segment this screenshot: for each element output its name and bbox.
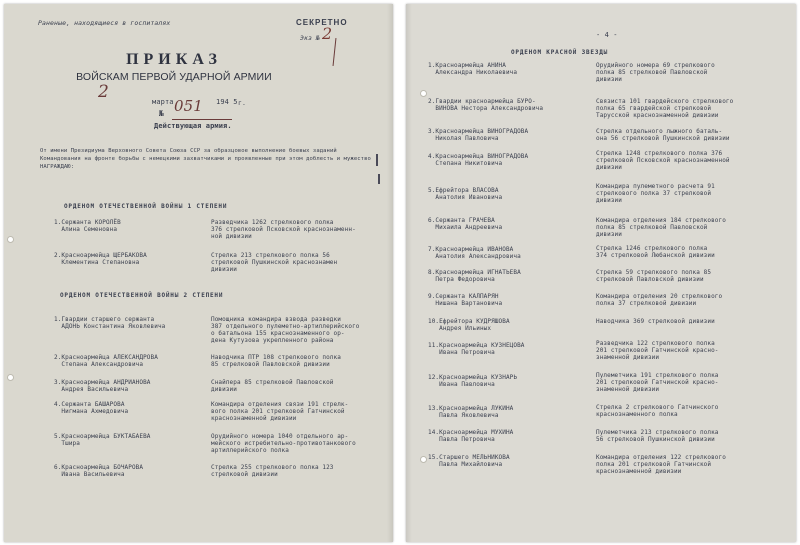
page-edge-shadow [387,4,393,542]
award-recipient-name: 1.Сержанта КОРОЛЁВ Алина Семеновна [54,219,121,233]
award-recipient-name: 10.Ефрейтора КУДРЯШОВА Андрея Ильиных [428,318,510,332]
award-recipient-unit: Наводчика ПТР 108 стрелкового полка 85 стрелковой Павловской дивизии [211,354,341,368]
order-number-label: № [159,109,164,118]
margin-mark [378,174,380,184]
award-recipient-name: 2.Красноармейца ЩЕРБАКОВА Клементина Степановна [54,252,147,266]
award-recipient-name: 6.Красноармейца БОЧАРОВА Ивана Васильевича [54,464,144,478]
section-title-order-1st-class: ОРДЕНОМ ОТЕЧЕСТВЕННОЙ ВОЙНЫ 1 СТЕПЕНИ [64,203,228,210]
margin-mark [376,154,378,166]
order-date-year: 194 5 [216,98,238,106]
award-recipient-name: 7.Красноармейца ИВАНОВА Анатолия Александровича [428,246,521,260]
award-recipient-name: 4.Сержанта БАШАРОВА Нигмана Ахмедовича [54,401,129,415]
award-recipient-name: 3.Красноармейца АНДРИАНОВА Андрея Васильевича [54,379,151,393]
order-title: ПРИКАЗ [126,51,222,68]
award-recipient-unit: Пулеметчика 191 стрелкового полка 201 стрелковой Гатчинской красно- знаменной дивизии [596,372,719,393]
award-recipient-name: 8.Красноармейца ИГНАТЬЕВА Петра Федоровича [428,269,521,283]
award-recipient-name: 1.Гвардии старшего сержанта АДОНЬ Константина Яковлевича [54,316,166,330]
award-recipient-name: 5.Красноармейца БУКТАБАЕВА Тшира [54,433,151,447]
award-recipient-unit: Связиста 101 гвардейского стрелкового полка 65 гвардейской стрелковой Тарусской краснознаменной дивизии [596,98,734,119]
section-title-red-star: ОРДЕНОМ КРАСНОЙ ЗВЕЗДЫ [511,49,609,56]
award-recipient-unit: Стрелка 59 стрелкового полка 85 стрелковой Павловской дивизии [596,269,712,283]
award-recipient-name: 13.Красноармейца ЛУКИНА Павла Яковлевича [428,405,514,419]
binder-hole [7,236,14,243]
award-recipient-name: 5.Ефрейтора ВЛАСОВА Анатолия Ивановича [428,187,503,201]
award-recipient-name: 2.Гвардии красноармейца БУРО- ВИНОВА Нестора Александровича [428,98,544,112]
award-recipient-name: 3.Красноармейца ВИНОГРАДОВА Николая Павловича [428,128,529,142]
copy-number-handwritten: 2 [322,24,333,43]
order-date-month: марта [152,98,174,106]
handwritten-stroke [333,38,337,66]
award-recipient-unit: Орудийного номера 1040 отдельного ар- мейского истребительно-противотанкового артиллерийского полка [211,433,356,454]
award-recipient-unit: Наводчика 369 стрелковой дивизии [596,318,715,325]
award-recipient-unit: Командира отделения связи 191 стрелк- вого полка 201 стрелковой Гатчинской краснознаменной дивизии [211,401,349,422]
binder-hole [420,456,427,463]
section-title-order-2nd-class: ОРДЕНОМ ОТЕЧЕСТВЕННОЙ ВОЙНЫ 2 СТЕПЕНИ [60,292,224,299]
award-recipient-unit: Командира отделения 122 стрелкового полка 201 стрелковой Гатчинской краснознаменной дивизии [596,454,726,475]
award-recipient-unit: Командира отделения 184 стрелкового полка 85 стрелковой Павловской дивизии [596,217,726,238]
army-line: Действующая армия. [154,122,232,130]
award-recipient-unit: Орудийного номера 69 стрелкового полка 85 стрелковой Павловской дивизии [596,62,715,83]
order-preamble: От имени Президиума Верховного Совета Союза ССР за образцовое выполнение боевых заданий Командования на фронте борьбы с немецкими захватчиками и проявленные при этом доблесть и мужество НАГРАЖДАЮ: [40,148,371,170]
order-subtitle: ВОЙСКАМ ПЕРВОЙ УДАРНОЙ АРМИИ [76,71,272,83]
award-recipient-unit: Стрелка 213 стрелкового полка 56 стрелковой Пушкинской краснознамен дивизии [211,252,338,273]
award-recipient-name: 15.Старшего МЕЛЬНИКОВА Павла Михайловича [428,454,510,468]
award-recipient-name: 4.Красноармейца ВИНОГРАДОВА Степана Никитовича [428,153,529,167]
award-recipient-unit: Стрелка 1246 стрелкового полка 374 стрелковой Любанской дивизии [596,245,715,259]
award-recipient-unit: Стрелка 2 стрелкового Гатчинского краснознаменного полка [596,404,719,418]
award-recipient-name: 9.Сержанта КАЛПАРЯН Нишана Вартановича [428,293,503,307]
award-recipient-unit: Снайпера 85 стрелковой Павловской дивизии [211,379,334,393]
award-recipient-unit: Разведчика 1262 стрелкового полка 376 стрелковой Псковской краснознаменн- ной дивизии [211,219,356,240]
page-edge-shadow [406,4,412,542]
binder-hole [7,374,14,381]
award-recipient-name: 6.Сержанта ГРАЧЕВА Михаила Андреевича [428,217,503,231]
order-date-suffix: г. [238,99,247,107]
award-recipient-name: 11.Красноармейца КУЗНЕЦОВА Ивана Петровича [428,342,525,356]
award-recipient-name: 1.Красноармейца АНИНА Александра Николаевича [428,62,518,76]
binder-hole [420,90,427,97]
award-recipient-name: 12.Красноармейца КУЗНАРЬ Ивана Павловича [428,374,518,388]
award-recipient-name: 2.Красноармейца АЛЕКСАНДРОВА Степана Александровича [54,354,158,368]
award-recipient-unit: Помощника командира взвода разведки 387 отдельного пулеметно-артиллерийского о батальона 155 краснознаменного ор- дена Кутузова укрепленного района [211,316,360,344]
secret-stamp-label: СЕКРЕТНО [296,18,348,27]
award-recipient-unit: Стрелка отдельного лыжного баталь- она 56 стрелковой Пушкинской дивизии [596,128,730,142]
award-recipient-unit: Стрелка 1248 стрелкового полка 376 стрелковой Псковской краснознаменной дивизии [596,150,730,171]
award-recipient-unit: Командира отделения 20 стрелкового полка 37 стрелковой дивизии [596,293,723,307]
document-header-note: Раненые, находящиеся в госпиталях [38,19,171,27]
award-recipient-unit: Стрелка 255 стрелкового полка 123 стрелковой дивизии [211,464,334,478]
document-page-right [406,4,796,542]
number-underline [172,119,232,120]
copy-number-label: Экз № [300,34,321,42]
award-recipient-unit: Командира пулеметного расчета 91 стрелкового полка 37 стрелковой дивизии [596,183,715,204]
order-number-value: 051 [174,97,203,115]
page-number: - 4 - [596,31,618,39]
award-recipient-unit: Пулеметчика 213 стрелкового полка 56 стрелковой Пушкинской дивизии [596,429,719,443]
award-recipient-name: 14.Красноармейца МУХИНА Павла Петровича [428,429,514,443]
order-date-day: 2 [98,82,109,102]
award-recipient-unit: Разведчика 122 стрелкового полка 201 стрелковой Гатчинской красно- знаменной дивизии [596,340,719,361]
document-page-left [4,4,393,542]
